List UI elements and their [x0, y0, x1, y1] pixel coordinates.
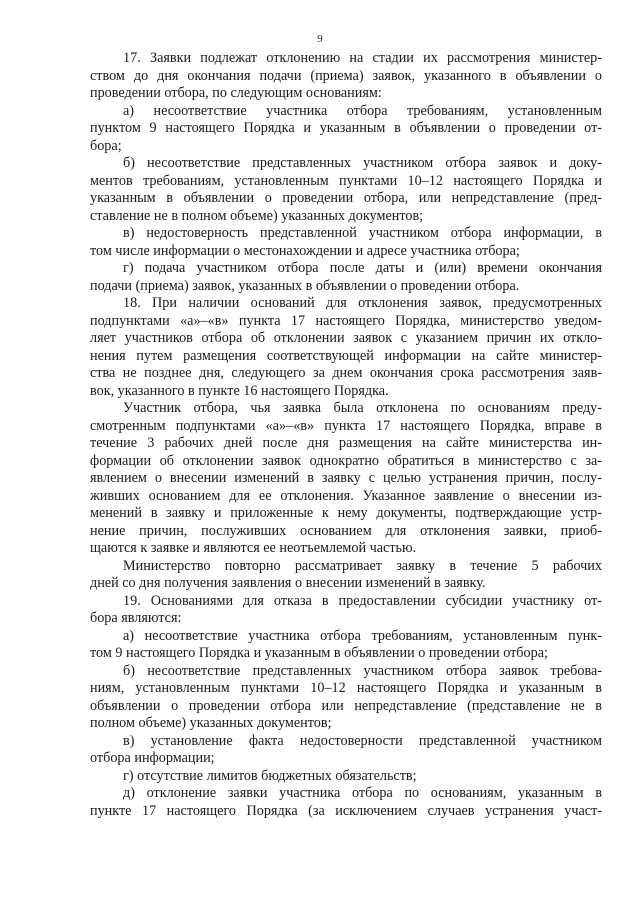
- text-line: Министерство повторно рассматривает заявку в течение 5 рабочих: [123, 557, 602, 574]
- document-body: [90, 50, 602, 820]
- text-line: в) недостоверность представленной участником отбора информации, в: [123, 225, 602, 241]
- text-line: полном объеме) указанных документов;: [90, 715, 332, 731]
- text-line: 19. Основаниями для отказа в предоставлении субсидии участнику от-: [123, 592, 602, 609]
- text-line: б) несоответствие представленных участником отбора заявок требова-: [123, 662, 602, 679]
- text-line: объявлении о проведении отбора или непредставление (представление не в: [90, 697, 602, 714]
- text-line: проведении отбора, по следующим основаниям:: [90, 85, 382, 101]
- text-line: ниям, установленным пунктами 10–12 настоящего Порядка и указанным в: [90, 680, 602, 696]
- text-line: подачи (приема) заявок, указанных в объявлении о проведении отбора.: [90, 277, 520, 294]
- text-line: том 9 настоящего Порядка и указанным в объявлении о проведении отбора;: [90, 645, 548, 661]
- text-line: ставление не в полном объеме) указанных документов;: [90, 207, 424, 224]
- text-line: том числе информации о местонахождении и адресе участника отбора;: [90, 242, 520, 259]
- text-line: д) отклонение заявки участника отбора по основаниям, указанным в: [123, 785, 602, 801]
- text-line: г) подача участником отбора после даты и (или) времени окончания: [123, 260, 602, 276]
- text-line: г) отсутствие лимитов бюджетных обязательств;: [123, 767, 417, 784]
- text-line: указанным в объявлении о проведении отбора, или непредставление (пред-: [90, 190, 602, 206]
- text-line: бора являются:: [90, 610, 182, 626]
- text-line: подпунктами «а»–«в» пункта 17 настоящего Порядка, министерство уведом-: [90, 312, 602, 329]
- text-line: бора;: [90, 137, 122, 154]
- text-line: нение причин, послуживших основанием для отклонения заявки, приоб-: [90, 522, 602, 539]
- text-line: а) несоответствие участника отбора требованиям, установленным: [123, 102, 602, 119]
- text-line: щаются к заявке и являются ее неотъемлемой частью.: [90, 540, 417, 556]
- text-line: ляет участников отбора об отклонении заявок с указанием причин их откло-: [90, 330, 602, 346]
- page-number: 9: [317, 33, 323, 45]
- text-line: Участник отбора, чья заявка была отклонена по основаниям преду-: [123, 400, 602, 416]
- text-line: менений в заявку и приложенные к нему документы, подтверждающие устр-: [90, 505, 602, 521]
- text-line: живших основанием для ее отклонения. Указанное заявление о внесении из-: [90, 487, 602, 504]
- text-line: пунктом 9 настоящего Порядка и указанным в объявлении о проведении от-: [90, 120, 602, 136]
- text-line: б) несоответствие представленных участником отбора заявок и доку-: [123, 155, 602, 171]
- text-line: а) несоответствие участника отбора требованиям, установленным пунк-: [123, 627, 602, 644]
- text-line: нения путем размещения соответствующей информации на сайте министер-: [90, 347, 602, 364]
- text-line: дней со дня получения заявления о внесении изменений в заявку.: [90, 575, 486, 591]
- text-line: ментов требованиям, установленным пунктами 10–12 настоящего Порядка и: [90, 172, 602, 189]
- text-line: вок, указанного в пункте 16 настоящего Порядка.: [90, 382, 389, 399]
- text-line: смотренным подпунктами «а»–«в» пункта 17 настоящего Порядка, вправе в: [90, 417, 602, 434]
- text-line: явлением о внесении изменений в заявку с целью устранения причин, послу-: [90, 470, 602, 486]
- text-line: формации об отклонении заявок однократно обратиться в министерство с за-: [90, 452, 602, 469]
- text-line: в) установление факта недостоверности представленной участником: [123, 732, 602, 749]
- text-line: ства не позднее дня, следующего за днем окончания срока рассмотрения заяв-: [90, 365, 602, 381]
- text-line: пункте 17 настоящего Порядка (за исключением случаев устранения участ-: [90, 802, 602, 819]
- text-line: 18. При наличии оснований для отклонения заявок, предусмотренных: [123, 295, 602, 311]
- text-line: ством до дня окончания подачи (приема) заявок, указанного в объявлении о: [90, 67, 602, 84]
- text-line: 17. Заявки подлежат отклонению на стадии их рассмотрения министер-: [123, 50, 602, 66]
- text-line: отбора информации;: [90, 750, 215, 766]
- text-line: течение 3 рабочих дней после дня размещения на сайте министерства ин-: [90, 435, 602, 451]
